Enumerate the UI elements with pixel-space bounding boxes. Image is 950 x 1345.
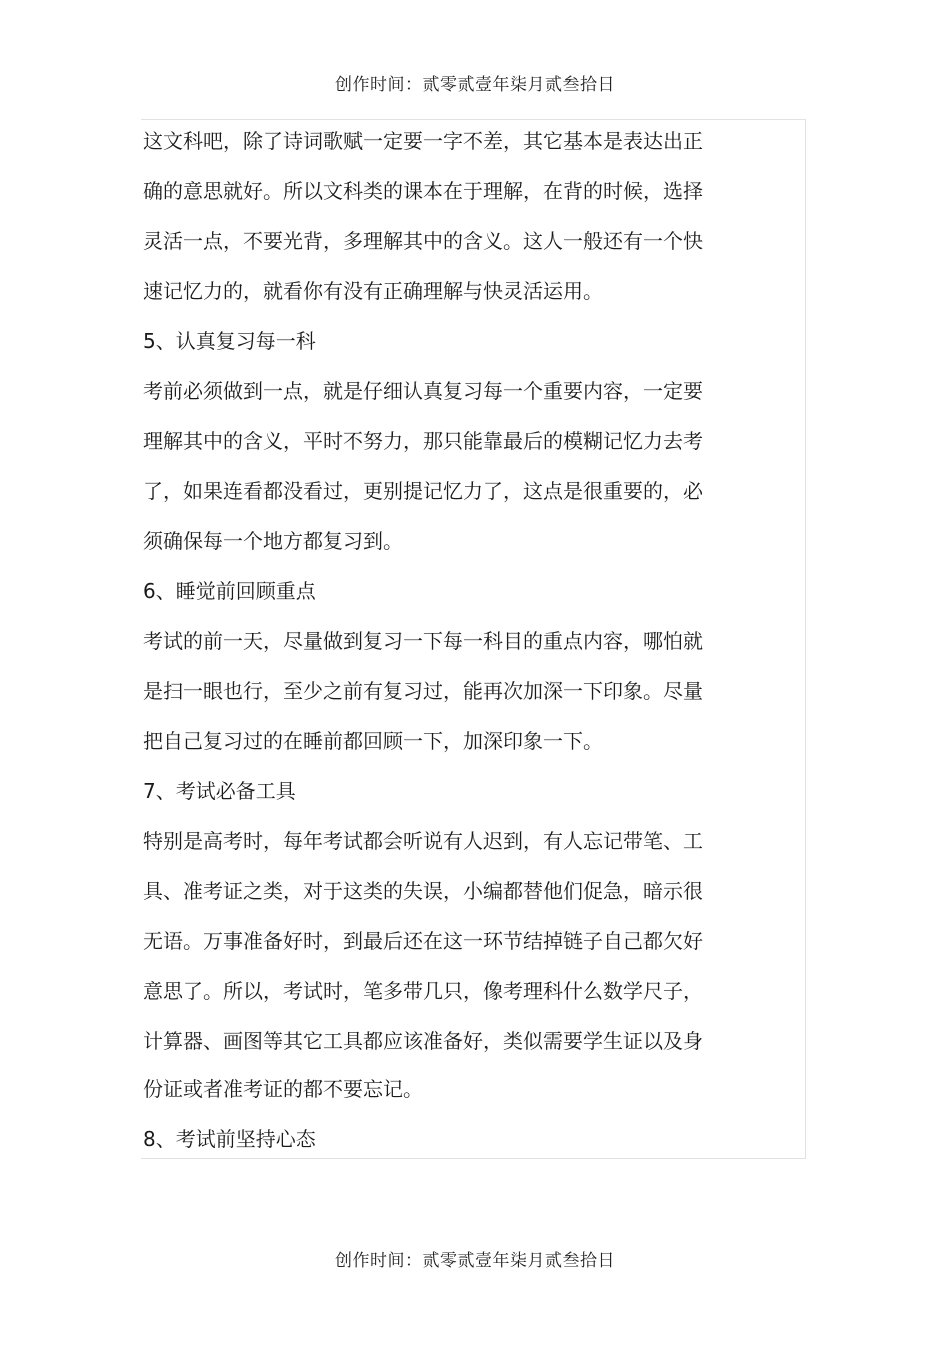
paragraph-line: 灵活一点，不要光背，多理解其中的含义。这人一般还有一个快 [143,229,703,253]
paragraph-line: 速记忆力的，就看你有没有正确理解与快灵活运用。 [143,279,603,303]
paragraph-line: 无语。万事准备好时，到最后还在这一环节结掉链子自己都欠好 [143,929,703,953]
paragraph-line: 确的意思就好。所以文科类的课本在于理解，在背的时候，选择 [143,179,703,203]
paragraph-line: 了，如果连看都没看过，更别提记忆力了，这点是很重要的，必 [143,479,703,503]
section-heading: 6、睡觉前回顾重点 [143,579,316,603]
section-heading: 8、考试前坚持心态 [143,1127,316,1151]
section-heading: 5、认真复习每一科 [143,329,316,353]
paragraph-line: 考前必须做到一点，就是仔细认真复习每一个重要内容，一定要 [143,379,703,403]
page-header: 创作时间：贰零贰壹年柒月贰叁拾日 [335,75,615,95]
page-footer: 创作时间：贰零贰壹年柒月贰叁拾日 [335,1251,615,1271]
paragraph-line: 意思了。所以，考试时，笔多带几只，像考理科什么数学尺子， [143,979,703,1003]
paragraph-line: 特别是高考时，每年考试都会听说有人迟到，有人忘记带笔、工 [143,829,703,853]
paragraph-line: 须确保每一个地方都复习到。 [143,529,403,553]
paragraph-line: 计算器、画图等其它工具都应该准备好，类似需要学生证以及身 [143,1029,703,1053]
paragraph-line: 把自己复习过的在睡前都回顾一下，加深印象一下。 [143,729,603,753]
paragraph-line: 这文科吧，除了诗词歌赋一定要一字不差，其它基本是表达出正 [143,129,703,153]
paragraph-line: 份证或者准考证的都不要忘记。 [143,1077,423,1101]
paragraph-line: 是扫一眼也行，至少之前有复习过，能再次加深一下印象。尽量 [143,679,703,703]
paragraph-line: 考试的前一天，尽量做到复习一下每一科目的重点内容，哪怕就 [143,629,703,653]
paragraph-line: 具、准考证之类，对于这类的失误，小编都替他们促急，暗示很 [143,879,703,903]
section-heading: 7、考试必备工具 [143,779,296,803]
paragraph-line: 理解其中的含义，平时不努力，那只能靠最后的模糊记忆力去考 [143,429,703,453]
